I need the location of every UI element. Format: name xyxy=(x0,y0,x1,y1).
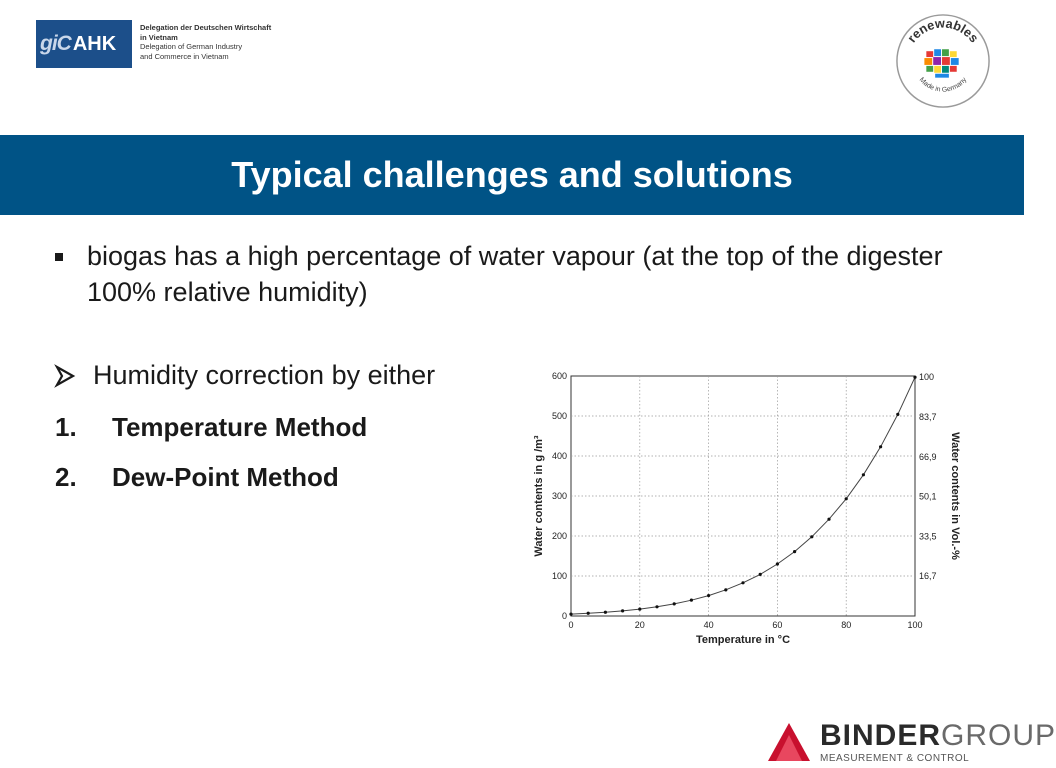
ahk-logo-ahk: AHK xyxy=(72,32,117,55)
y-tick-label: 200 xyxy=(551,531,567,541)
y2-axis-label: Water contents in Vol.-% xyxy=(949,432,961,560)
method-label: Dew-Point Method xyxy=(112,461,339,492)
method-list xyxy=(55,402,367,502)
bullet-list xyxy=(55,238,995,310)
data-point xyxy=(793,550,796,553)
y2-tick-label: 33,5 xyxy=(919,531,937,542)
data-point xyxy=(707,594,710,597)
arrow-item-text: Humidity correction by either xyxy=(93,360,436,390)
data-point xyxy=(569,612,572,615)
x-tick-label: 20 xyxy=(634,620,645,630)
data-point xyxy=(587,612,590,615)
method-label: Temperature Method xyxy=(112,411,368,442)
renewables-logo-tagline: Made in Germany xyxy=(917,76,969,94)
data-point xyxy=(810,535,813,538)
y2-tick-label: 66,9 xyxy=(919,451,937,462)
x-tick-label: 100 xyxy=(907,620,923,630)
x-tick-label: 60 xyxy=(772,620,783,630)
data-point xyxy=(896,413,899,416)
slide-title: Typical challenges and solutions xyxy=(231,154,793,195)
ahk-logo-mark xyxy=(36,20,132,68)
ahk-logo-line3: Delegation of German Industry xyxy=(140,42,243,51)
data-point xyxy=(655,605,658,608)
data-point xyxy=(673,602,676,605)
data-point xyxy=(776,562,779,565)
chart-svg xyxy=(528,362,968,652)
y-tick-label: 600 xyxy=(551,371,567,381)
data-point xyxy=(690,599,693,602)
data-point xyxy=(879,445,882,448)
square-bullet-icon xyxy=(55,253,63,261)
binder-brand-light: GROUP xyxy=(941,718,1056,752)
bullet-item xyxy=(55,238,995,310)
method-number: 2. xyxy=(55,461,77,492)
ahk-logo-line4: and Commerce in Vietnam xyxy=(140,51,229,61)
ahk-logo xyxy=(36,20,271,68)
x-tick-label: 40 xyxy=(703,620,714,630)
y2-tick-label: 16,7 xyxy=(919,571,937,582)
data-point xyxy=(913,376,916,379)
method-item xyxy=(55,402,367,452)
y2-tick-label: 50,1 xyxy=(919,491,937,502)
y2-tick-label: 83,7 xyxy=(919,412,937,422)
binder-triangle-icon xyxy=(766,721,812,763)
data-point xyxy=(638,607,641,610)
bullet-text: biogas has a high percentage of water vapour (at the top of the digester 100% relative humidity) xyxy=(87,241,943,307)
ahk-logo-gic: giC xyxy=(40,32,71,55)
data-point xyxy=(621,609,624,612)
y-tick-label: 400 xyxy=(551,451,567,461)
binder-brand-bold: BINDER xyxy=(820,718,942,752)
data-point xyxy=(862,473,865,476)
binder-brand xyxy=(820,718,1056,752)
renewables-logo xyxy=(894,12,992,110)
ahk-logo-line2: in Vietnam xyxy=(140,32,178,42)
y-axis-label: Water contents in g /m³ xyxy=(533,435,545,557)
binder-tagline: MEASUREMENT & CONTROL xyxy=(820,752,970,764)
x-tick-label: 80 xyxy=(841,620,852,630)
data-point xyxy=(741,581,744,584)
method-item xyxy=(55,452,367,502)
arrow-bullet-icon xyxy=(55,365,75,387)
title-band xyxy=(0,135,1024,215)
data-point xyxy=(759,573,762,576)
x-axis-label: Temperature in °C xyxy=(695,634,791,646)
y-tick-label: 300 xyxy=(551,491,567,501)
y-tick-label: 500 xyxy=(551,411,567,421)
ahk-logo-line1: Delegation der Deutschen Wirtschaft xyxy=(140,23,272,32)
renewables-logo-word: renewables xyxy=(903,15,982,46)
water-content-chart xyxy=(528,362,968,652)
y2-tick-label: 100 xyxy=(919,372,935,383)
data-point xyxy=(604,611,607,614)
method-number: 1. xyxy=(55,411,77,442)
y-tick-label: 100 xyxy=(551,571,567,581)
x-tick-label: 0 xyxy=(568,620,574,630)
ahk-logo-text xyxy=(140,20,271,68)
data-point xyxy=(724,588,727,591)
arrow-item xyxy=(55,360,435,391)
binder-wordmark xyxy=(820,718,1056,764)
y-tick-label: 0 xyxy=(561,611,567,621)
data-point xyxy=(827,518,830,521)
bindergroup-logo xyxy=(766,718,1056,766)
data-point xyxy=(845,497,848,500)
